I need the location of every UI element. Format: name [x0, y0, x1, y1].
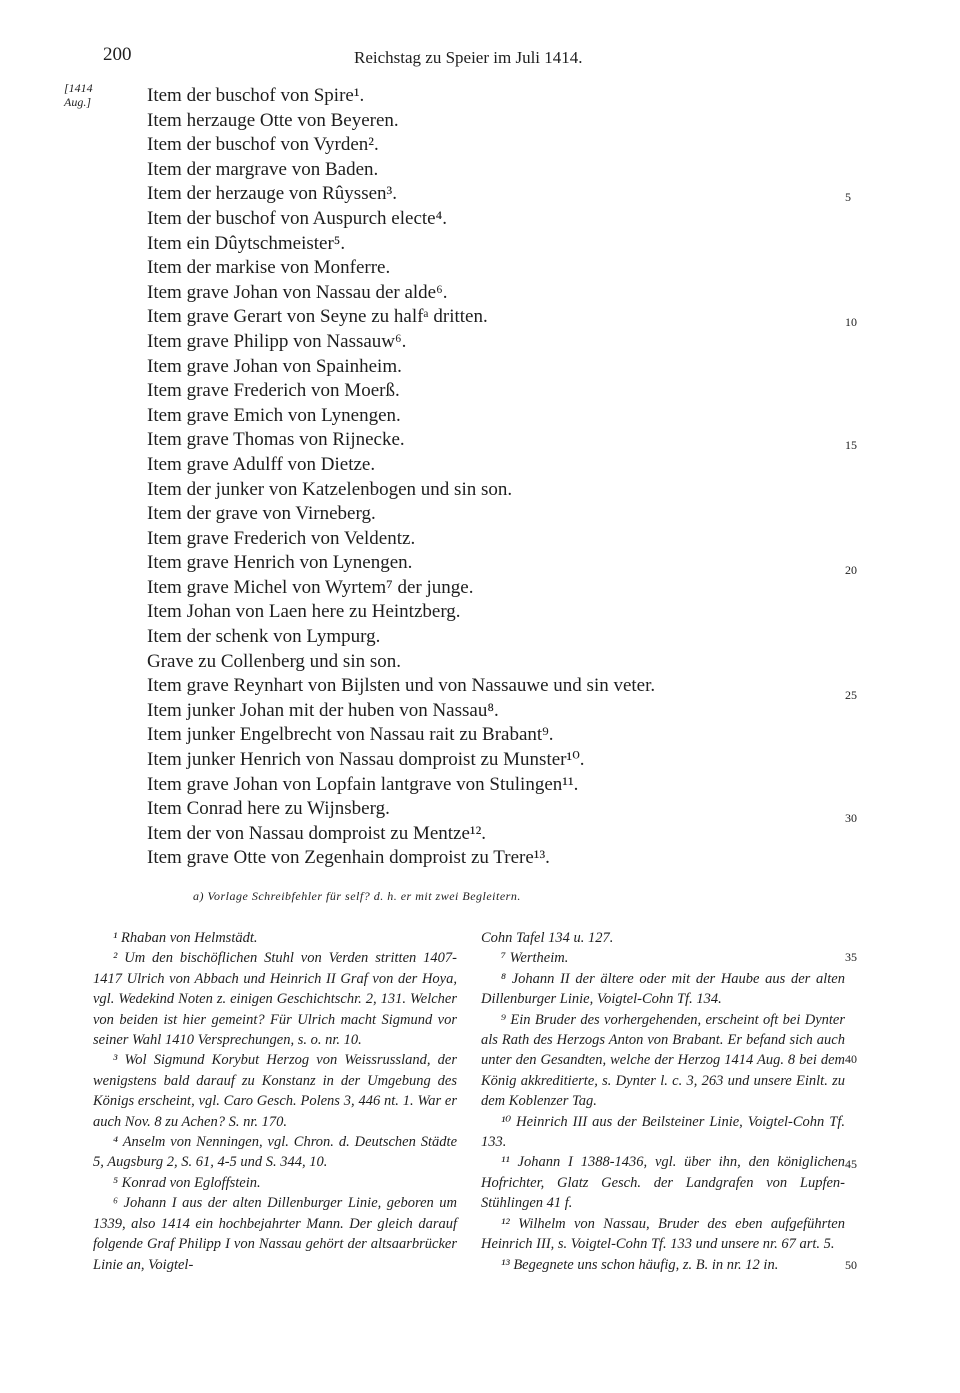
entry-line: Item grave Michel von Wyrtem⁷ der junge. — [147, 576, 474, 598]
footnote: ⁴ Anselm von Nenningen, vgl. Chron. d. Deutschen Städte 5, Augsburg 2, S. 61, 4-5 und S. 344, 10. — [93, 1134, 457, 1171]
footnote: ⁶ Johann I aus der alten Dillenburger Linie, geboren um 1339, also 1414 ein hochbejahrter Mann. Der gleich darauf folgende Graf Philipp I von Nassau gehört der altsaarbrücker Linie an, Voigtel- — [93, 1195, 457, 1273]
entry-line: Grave zu Collenberg und sin son. — [147, 650, 401, 672]
line-number: 40 — [845, 1052, 857, 1066]
entry-line: Item herzauge Otte von Beyeren. — [147, 109, 399, 131]
line-number: 35 — [845, 950, 857, 964]
footnote: ⁷ Wertheim. — [501, 950, 569, 967]
footnote: ² Um den bischöflichen Stuhl von Verden stritten 1407-1417 Ulrich von Abbach und Heinrich II Graf von der Hoya, vgl. Wedekind Noten z. einigen Geschichtschr. 2, 131. Welcher von beiden ist hier gemeint? Für Ulrich macht Sigmund vor seiner Wahl 1410 Versprechungen, s. o. nr. 10. — [93, 950, 457, 1049]
line-number: 5 — [845, 190, 851, 204]
line-number: 50 — [845, 1258, 857, 1272]
footnote: ⁵ Konrad von Egloffstein. — [113, 1174, 261, 1191]
running-title: Reichstag zu Speier im Juli 1414. — [354, 48, 583, 67]
footnote: ¹² Wilhelm von Nassau, Bruder des eben aufgeführten Heinrich III, s. Voigtel-Cohn Tf. 133 und unsere nr. 67 art. 5. — [481, 1215, 845, 1253]
entry-line: Item junker Johan mit der huben von Nassau⁸. — [147, 699, 499, 721]
entry-line: Item junker Henrich von Nassau domproist zu Munster¹⁰. — [147, 749, 585, 771]
line-number: 30 — [845, 811, 857, 825]
entry-line: Item der von Nassau domproist zu Mentze¹². — [147, 822, 487, 844]
entry-line: Item der markise von Monferre. — [147, 257, 391, 279]
footnote: ¹³ Begegnete uns schon häufig, z. B. in nr. 12 in. — [501, 1256, 779, 1273]
entry-line: Item grave Johan von Nassau der alde⁶. — [147, 281, 448, 303]
footnotes-right-column — [481, 928, 845, 1275]
entry-line: Item der schenk von Lympurg. — [147, 626, 381, 648]
line-number: 15 — [845, 438, 857, 452]
entry-line: Item der buschof von Auspurch electe⁴. — [147, 207, 447, 229]
margin-date — [64, 81, 104, 109]
entry-line: Item grave Gerart von Seyne zu halfᵃ dritten. — [147, 306, 488, 328]
entry-line: Item grave Henrich von Lynengen. — [147, 552, 413, 574]
footnote: ¹¹ Johann I 1388-1436, vgl. über ihn, den königlichen Hofrichter, Glatz Gesch. der Landgrafen von Lupfen-Stühlingen 41 f. — [481, 1154, 845, 1212]
entry-line: Item grave Johan von Spainheim. — [147, 355, 402, 377]
footnote: ¹⁰ Heinrich III aus der Beilsteiner Linie, Voigtel-Cohn Tf. 133. — [481, 1113, 845, 1151]
page-number: 200 — [103, 44, 132, 65]
entry-list — [147, 84, 787, 871]
apparatus-note: a) Vorlage Schreibfehler für self? d. h. er mit zwei Begleitern. — [193, 889, 521, 903]
footnote: ⁸ Johann II der ältere oder mit der Haube aus der alten Dillenburger Linie, Voigtel-Cohn Tf. 134. — [481, 970, 845, 1008]
footnote: ⁹ Ein Bruder des vorhergehenden, erscheint oft bei Dynter als Rath des Herzogs Anton von Brabant. Er befand sich auch unter den Gesandten, welche der Herzog 1414 Aug. 8 bei dem König akkreditierte, s. Dynter l. c. 3, 263 und unsere Einlt. zu dem Koblenzer Tag. — [481, 1011, 845, 1110]
entry-line: Item grave Frederich von Veldentz. — [147, 527, 416, 549]
entry-line: Item der junker von Katzelenbogen und sin son. — [147, 478, 513, 500]
margin-date-year: [1414 — [64, 81, 93, 95]
line-number: 20 — [845, 563, 857, 577]
entry-line: Item grave Philipp von Nassauw⁶. — [147, 330, 407, 352]
entry-line: Item ein Dûytschmeister⁵. — [147, 232, 346, 254]
entry-line: Item grave Emich von Lynengen. — [147, 404, 401, 426]
footnote: ¹ Rhaban von Helmstädt. — [113, 930, 258, 946]
line-number: 10 — [845, 315, 857, 329]
entry-line: Item der margrave von Baden. — [147, 158, 379, 180]
entry-line: Item grave Otte von Zegenhain domproist zu Trere¹³. — [147, 847, 550, 869]
entry-line: Item grave Thomas von Rijnecke. — [147, 429, 405, 451]
entry-line: Item Johan von Laen here zu Heintzberg. — [147, 601, 461, 623]
margin-date-month: Aug.] — [64, 95, 91, 109]
entry-line: Item der grave von Virneberg. — [147, 503, 376, 525]
entry-line: Item grave Adulff von Dietze. — [147, 453, 376, 475]
entry-line: Item der buschof von Spire¹. — [147, 85, 365, 106]
entry-line: Item grave Reynhart von Bijlsten und von Nassauwe und sin veter. — [147, 675, 656, 697]
entry-line: Item Conrad here zu Wijnsberg. — [147, 798, 390, 820]
entry-line: Item grave Johan von Lopfain lantgrave von Stulingen¹¹. — [147, 773, 579, 795]
line-number: 45 — [845, 1157, 857, 1171]
entry-line: Item der herzauge von Rûyssen³. — [147, 183, 397, 205]
footnote: ³ Wol Sigmund Korybut Herzog von Weissrussland, der wenigstens bald darauf zu Konstanz in der Umgebung des Königs erscheint, vgl. Caro Gesch. Polens 3, 446 nt. 1. War er auch Nov. 8 zu Achen? S. nr. 170. — [93, 1052, 457, 1130]
footnote: Cohn Tafel 134 u. 127. — [481, 930, 614, 946]
footnotes-left-column — [93, 928, 457, 1275]
line-number: 25 — [845, 688, 857, 702]
entry-line: Item der buschof von Vyrden². — [147, 134, 379, 156]
entry-line: Item grave Frederich von Moerß. — [147, 380, 400, 402]
entry-line: Item junker Engelbrecht von Nassau rait zu Brabant⁹. — [147, 724, 554, 746]
